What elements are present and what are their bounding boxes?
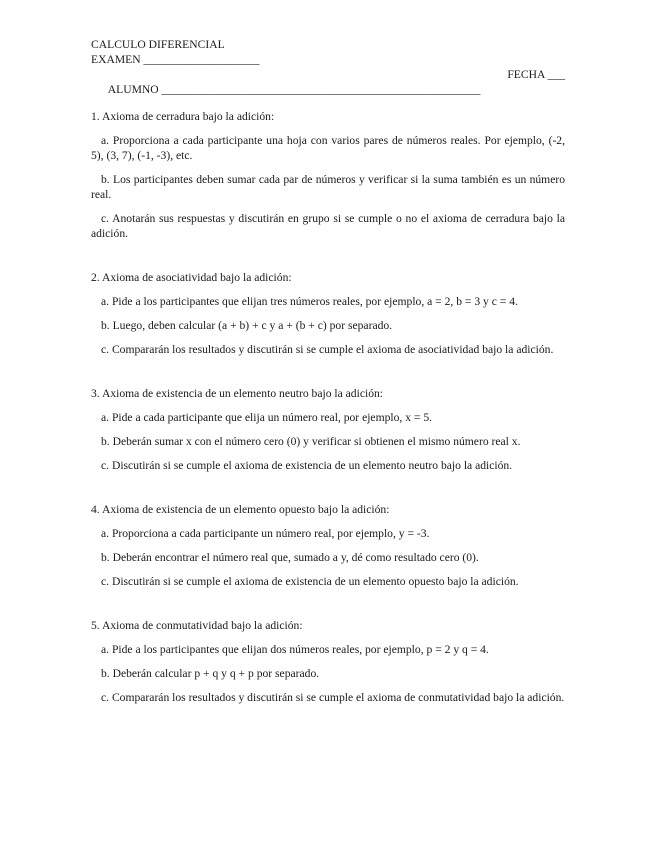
- section-title: 5. Axioma de conmutatividad bajo la adición:: [91, 619, 303, 632]
- section-item: b. Los participantes deben sumar cada par de números y verificar si la suma también es un número real.: [91, 173, 565, 201]
- section-title: 4. Axioma de existencia de un elemento opuesto bajo la adición:: [91, 503, 390, 516]
- document-page: [91, 37, 565, 705]
- section-item: b. Deberán calcular p + q y q + p por separado.: [101, 667, 320, 680]
- section-item: c. Discutirán si se cumple el axioma de existencia de un elemento neutro bajo la adición.: [101, 459, 513, 472]
- section-associativity: [91, 270, 565, 357]
- section-item: a. Pide a los participantes que elijan dos números reales, por ejemplo, p = 2 y q = 4.: [101, 643, 489, 656]
- section-opposite-element: [91, 502, 565, 589]
- course-title: CALCULO DIFERENCIAL: [91, 38, 225, 51]
- section-item: a. Pide a cada participante que elija un número real, por ejemplo, x = 5.: [101, 411, 433, 424]
- section-item: c. Compararán los resultados y discutirán si se cumple el axioma de conmutatividad bajo la adición.: [101, 691, 565, 704]
- section-item: a. Proporciona a cada participante una hoja con varios pares de números reales. Por ejemplo, (-2, 5), (3, 7), (-1, -3), etc.: [91, 134, 565, 162]
- section-item: a. Proporciona a cada participante un número real, por ejemplo, y = -3.: [101, 527, 430, 540]
- section-closure: [91, 109, 565, 241]
- section-item: b. Deberán encontrar el número real que, sumado a y, dé como resultado cero (0).: [101, 551, 479, 564]
- section-title: 2. Axioma de asociatividad bajo la adición:: [91, 271, 292, 284]
- section-item: c. Anotarán sus respuestas y discutirán en grupo si se cumple o no el axioma de cerradura bajo la adición.: [91, 212, 565, 240]
- section-item: b. Luego, deben calcular (a + b) + c y a + (b + c) por separado.: [101, 319, 393, 332]
- exam-field: EXAMEN ____________________: [91, 53, 260, 66]
- exam-header: [91, 37, 565, 96]
- section-neutral-element: [91, 386, 565, 473]
- section-item: a. Pide a los participantes que elijan tres números reales, por ejemplo, a = 2, b = 3 y c = 4.: [101, 295, 518, 308]
- section-commutativity: [91, 618, 565, 705]
- date-field: FECHA ___: [507, 68, 565, 81]
- student-field: ALUMNO _______________________________________________________: [107, 83, 481, 96]
- section-title: 3. Axioma de existencia de un elemento neutro bajo la adición:: [91, 387, 384, 400]
- section-title: 1. Axioma de cerradura bajo la adición:: [91, 110, 275, 123]
- section-item: c. Compararán los resultados y discutirán si se cumple el axioma de asociatividad bajo la adición.: [101, 343, 554, 356]
- student-field-row: [91, 67, 565, 96]
- section-item: c. Discutirán si se cumple el axioma de existencia de un elemento opuesto bajo la adición.: [101, 575, 519, 588]
- section-item: b. Deberán sumar x con el número cero (0) y verificar si obtienen el mismo número real x.: [101, 435, 521, 448]
